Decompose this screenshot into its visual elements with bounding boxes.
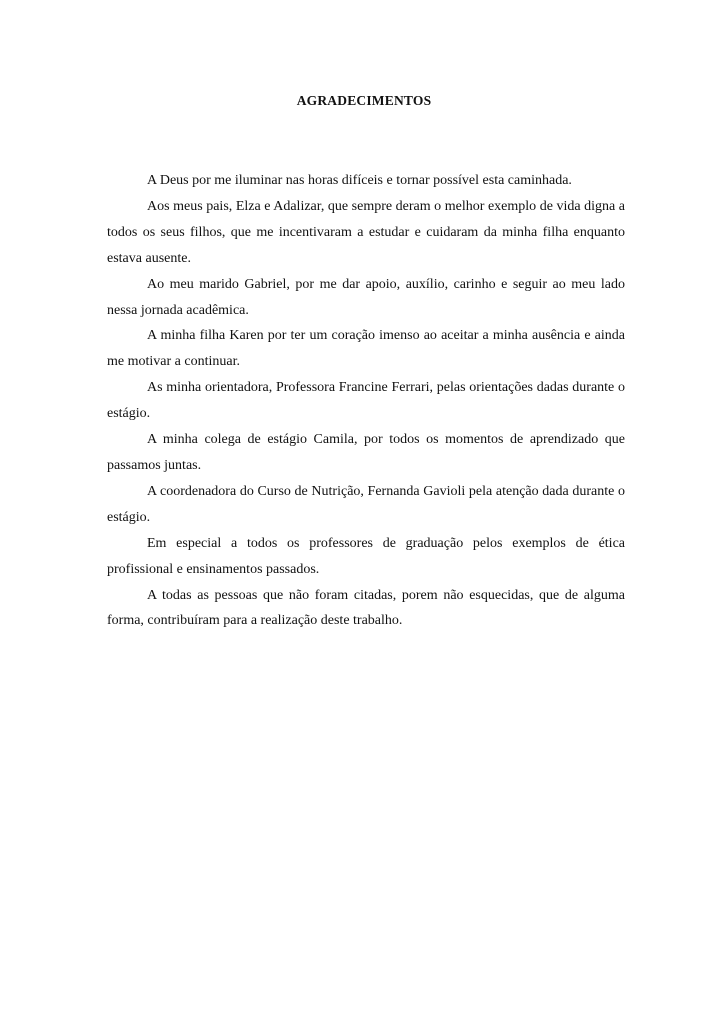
paragraph-parents: Aos meus pais, Elza e Adalizar, que sempre deram o melhor exemplo de vida digna a todos os seus filhos, que me incentivaram a estudar e cuidaram da minha filha enquanto estava ausente. [107,198,625,266]
acknowledgements-body [107,168,625,634]
paragraph-professors: Em especial a todos os professores de graduação pelos exemplos de ética profissional e ensinamentos passados. [107,535,625,577]
paragraph-advisor: As minha orientadora, Professora Francine Ferrari, pelas orientações dadas durante o estágio. [107,380,625,422]
paragraph-god: A Deus por me iluminar nas horas difíceis e tornar possível esta caminhada. [147,173,572,188]
paragraph-everyone: A todas as pessoas que não foram citadas, porem não esquecidas, que de alguma forma, contribuíram para a realização deste trabalho. [107,587,625,629]
paragraph-husband: Ao meu marido Gabriel, por me dar apoio, auxílio, carinho e seguir ao meu lado nessa jornada acadêmica. [107,276,625,318]
paragraph-daughter: A minha filha Karen por ter um coração imenso ao aceitar a minha ausência e ainda me motivar a continuar. [107,328,625,370]
paragraph-coordinator: A coordenadora do Curso de Nutrição, Fernanda Gavioli pela atenção dada durante o estágio. [107,483,625,525]
paragraph-colleague: A minha colega de estágio Camila, por todos os momentos de aprendizado que passamos juntas. [107,432,625,473]
page-title: AGRADECIMENTOS [296,93,432,108]
